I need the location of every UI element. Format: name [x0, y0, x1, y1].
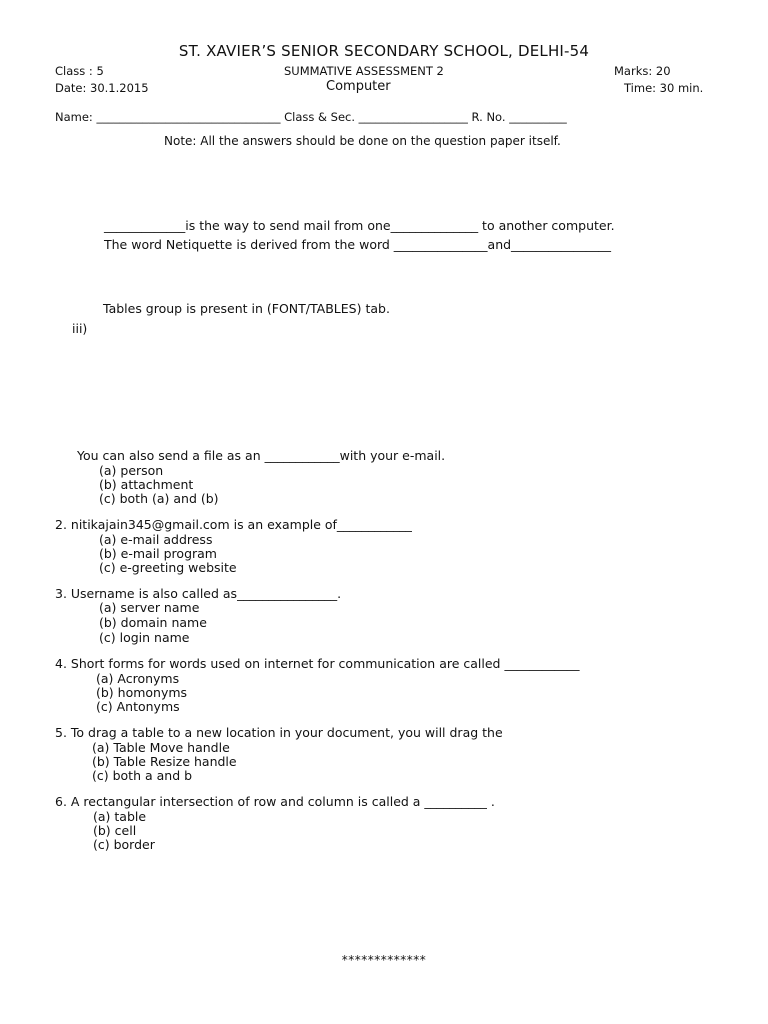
- mcq-question-2: 2. nitikajain345@gmail.com is an example of____________: [55, 517, 412, 532]
- subject-title: Computer: [326, 79, 391, 94]
- mcq-option: (c) e-greeting website: [99, 560, 237, 575]
- mcq-option: (a) e-mail address: [99, 532, 213, 547]
- note: Note: All the answers should be done on the question paper itself.: [164, 134, 561, 148]
- mcq-options-2: [99, 533, 237, 575]
- mcq-option: (c) both a and b: [92, 768, 193, 783]
- time-label: Time: 30 min.: [624, 81, 704, 95]
- mcq-option: (a) person: [99, 463, 164, 478]
- mcq-question-3: 3. Username is also called as________________.: [55, 586, 342, 601]
- mcq-option: (c) login name: [99, 630, 190, 645]
- mcq-question-1: You can also send a file as an ____________with your e-mail.: [77, 448, 446, 463]
- school-title: ST. XAVIER’S SENIOR SECONDARY SCHOOL, DELHI-54: [178, 42, 590, 60]
- mcq-question-5: 5. To drag a table to a new location in your document, you will drag the: [55, 725, 503, 740]
- mcq-question-4: 4. Short forms for words used on internet for communication are called ____________: [55, 656, 580, 671]
- mcq-option: (c) both (a) and (b): [99, 491, 219, 506]
- true-false-question: Tables group is present in (FONT/TABLES) tab.: [103, 301, 390, 316]
- class-label: Class : 5: [55, 64, 104, 78]
- mcq-options-5: [92, 741, 237, 783]
- date-label: Date: 30.1.2015: [55, 81, 149, 95]
- mcq-option: (c) Antonyms: [96, 699, 180, 714]
- name-line: Name: ________________________________ Class & Sec. ___________________ R. No. __________: [55, 110, 567, 124]
- fill-blank-2: The word Netiquette is derived from the word _______________and________________: [104, 237, 612, 252]
- end-marker: *************: [341, 953, 427, 967]
- marks-label: Marks: 20: [614, 64, 671, 78]
- mcq-option: (b) homonyms: [96, 685, 188, 700]
- mcq-options-3: [99, 600, 207, 645]
- section-marker: iii): [72, 321, 88, 336]
- mcq-option: (b) attachment: [99, 477, 194, 492]
- mcq-options-6: [93, 810, 155, 852]
- mcq-option: (c) border: [93, 837, 155, 852]
- mcq-option: (b) Table Resize handle: [92, 754, 237, 769]
- mcq-option: (a) table: [93, 809, 147, 824]
- mcq-question-6: 6. A rectangular intersection of row and column is called a __________ .: [55, 794, 495, 809]
- mcq-option: (a) Table Move handle: [92, 740, 230, 755]
- assessment-title: SUMMATIVE ASSESSMENT 2: [284, 64, 444, 78]
- mcq-option: (b) domain name: [99, 615, 207, 630]
- mcq-option: (b) e-mail program: [99, 546, 217, 561]
- mcq-options-1: [99, 464, 219, 506]
- mcq-option: (b) cell: [93, 823, 137, 838]
- fill-blank-1: _____________is the way to send mail from one______________ to another computer.: [104, 218, 615, 233]
- mcq-option: (a) server name: [99, 600, 200, 615]
- mcq-option: (a) Acronyms: [96, 671, 180, 686]
- mcq-options-4: [96, 672, 187, 714]
